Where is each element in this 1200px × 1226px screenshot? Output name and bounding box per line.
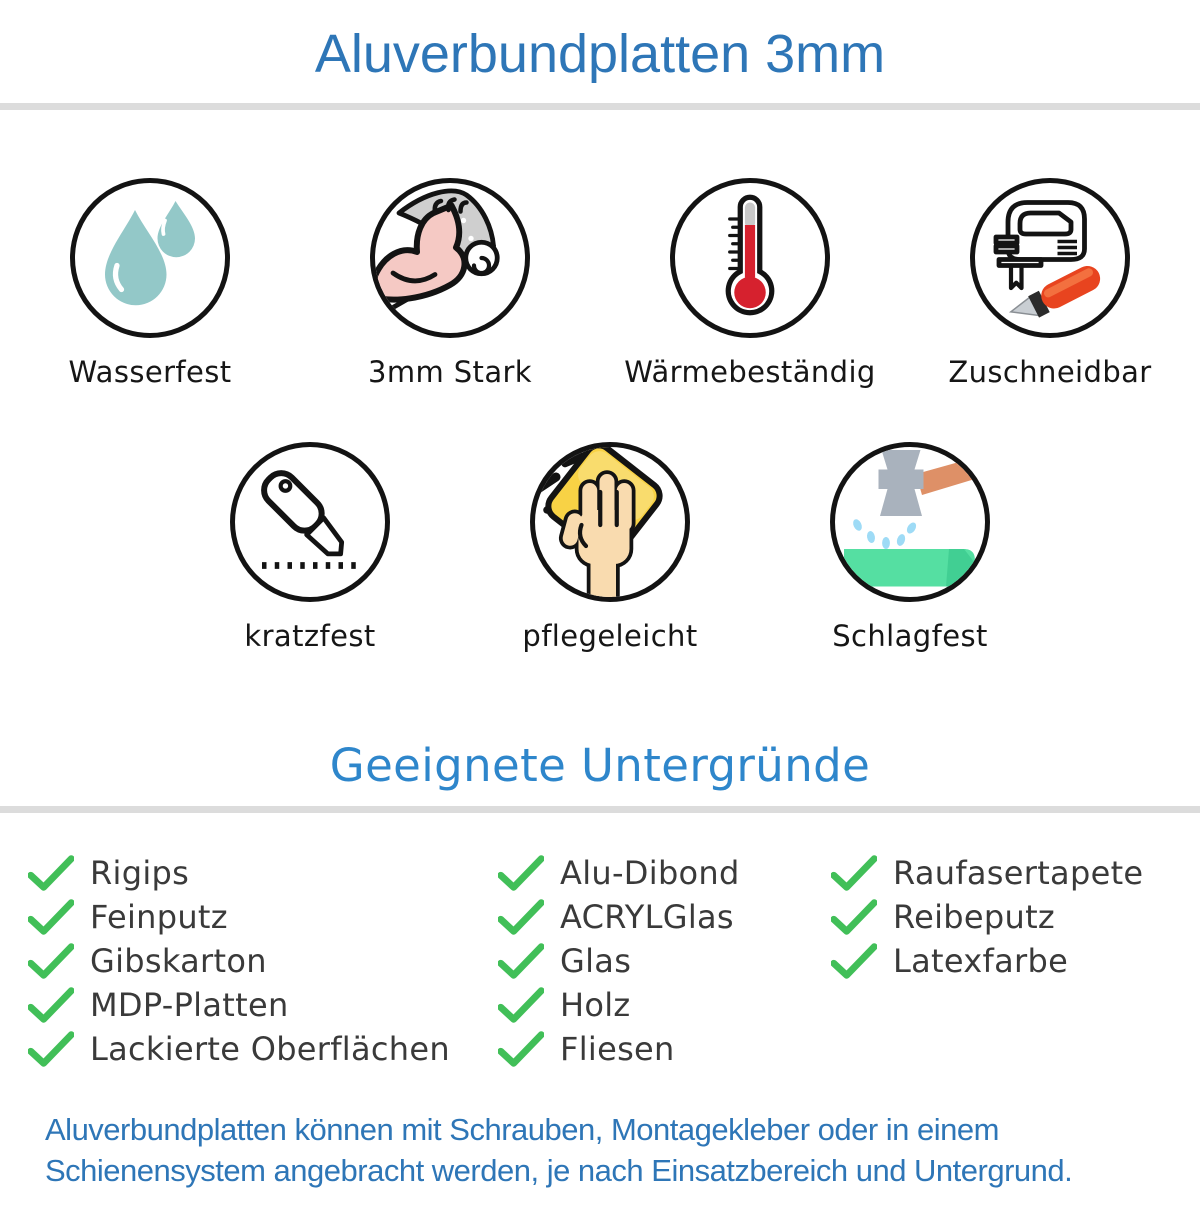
utility-knife-icon [230,442,390,602]
feature-pflegeleicht [460,442,760,653]
divider-middle [0,806,1200,813]
list-item-label: MDP-Platten [90,986,289,1024]
list-item-label: Lackierte Oberflächen [90,1030,450,1068]
hammer-impact-icon [830,442,990,602]
feature-zuschneidbar [900,178,1200,389]
check-icon [498,943,544,979]
list-item-label: Holz [560,986,631,1024]
substrates-column-1 [28,851,498,1071]
list-item-label: Fliesen [560,1030,675,1068]
list-item-label: Rigips [90,854,190,892]
list-item-label: Feinputz [90,898,228,936]
divider-top [0,103,1200,110]
substrates-column-3 [831,851,1200,1071]
feature-label: Wasserfest [68,355,232,389]
list-item-label: Raufasertapete [893,854,1144,892]
check-icon [28,855,74,891]
check-icon [831,899,877,935]
feature-wasserfest [0,178,300,389]
check-icon [28,1031,74,1067]
check-icon [28,899,74,935]
check-icon [498,987,544,1023]
cleaning-hand-cloth-icon [530,442,690,602]
list-item [28,939,498,983]
list-item-label: Glas [560,942,632,980]
list-item [831,939,1200,983]
substrates-list [0,851,1200,1071]
feature-label: Schlagfest [832,619,988,653]
list-item [498,851,831,895]
list-item-label: Gibskarton [90,942,267,980]
features-row-1 [0,178,1200,389]
feature-kratzfest [160,442,460,653]
page-title: Aluverbundplatten 3mm [314,24,886,84]
feature-label: pflegeleicht [522,619,698,653]
thermometer-icon [670,178,830,338]
jigsaw-cutter-icon [970,178,1130,338]
feature-label: kratzfest [244,619,376,653]
mounting-note-line-1: Aluverbundplatten können mit Schrauben, Montagekleber oder in einem [45,1112,999,1147]
list-item [831,851,1200,895]
check-icon [28,987,74,1023]
list-item [28,851,498,895]
list-item [28,983,498,1027]
mounting-note-line-2: Schienensystem angebracht werden, je nach Einsatzbereich und Untergrund. [45,1153,1073,1188]
feature-label: Wärmebeständig [624,355,876,389]
check-icon [498,899,544,935]
check-icon [831,855,877,891]
check-icon [28,943,74,979]
feature-waermebestaendig [600,178,900,389]
check-icon [498,855,544,891]
list-item [498,895,831,939]
list-item-label: ACRYLGlas [560,898,734,936]
muscle-arm-panel-icon [370,178,530,338]
mounting-note [45,1109,1200,1191]
list-item [498,1027,831,1071]
list-item-label: Alu-Dibond [560,854,740,892]
features-row-2 [160,442,1060,653]
list-item-label: Latexfarbe [893,942,1069,980]
feature-label: Zuschneidbar [948,355,1152,389]
section-heading: Geeignete Untergründe [329,739,871,792]
check-icon [498,1031,544,1067]
feature-label: 3mm Stark [367,355,533,389]
list-item [831,895,1200,939]
list-item [28,1027,498,1071]
feature-3mm-stark [300,178,600,389]
list-item-label: Reibeputz [893,898,1056,936]
check-icon [831,943,877,979]
water-drops-icon [70,178,230,338]
list-item [498,939,831,983]
product-infographic [0,26,1200,1191]
list-item [498,983,831,1027]
substrates-column-2 [498,851,831,1071]
list-item [28,895,498,939]
feature-schlagfest [760,442,1060,653]
